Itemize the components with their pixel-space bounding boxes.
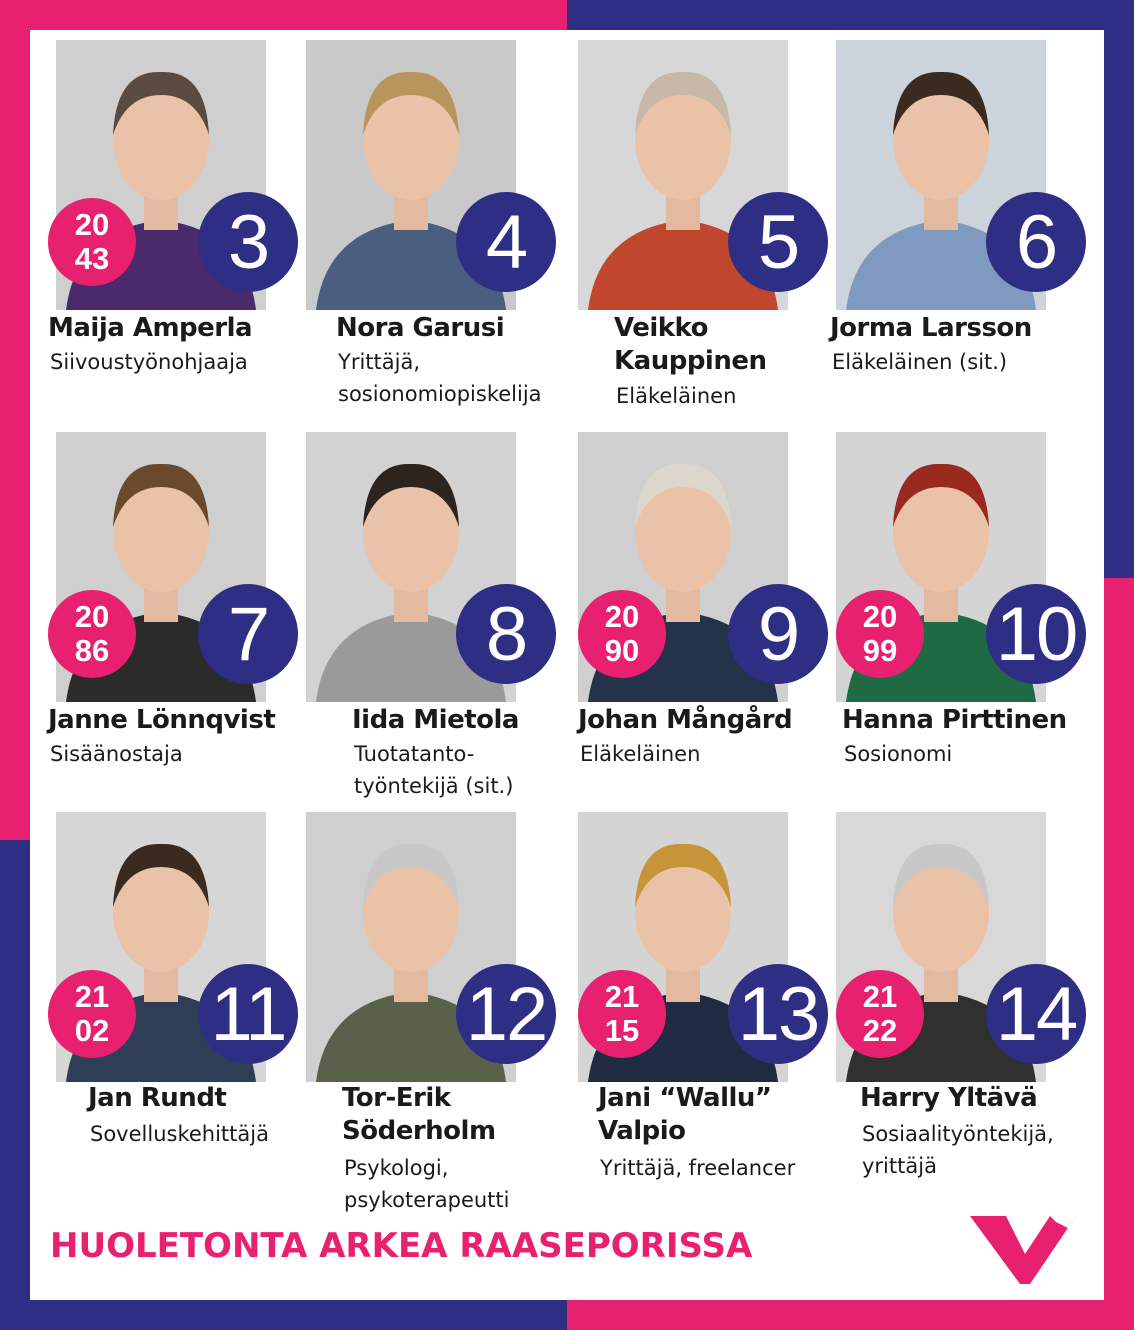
candidate-name: Harry Yltävä xyxy=(860,1083,1038,1113)
frame-band-top-right xyxy=(567,0,1134,30)
candidate-number-badge: 6 xyxy=(986,192,1086,292)
candidate-name: Iida Mietola xyxy=(352,705,519,735)
candidate-role: Siivoustyönohjaaja xyxy=(50,350,248,374)
candidate-number-badge: 4 xyxy=(456,192,556,292)
candidate-name: Veikko Kauppinen xyxy=(614,313,767,376)
candidate-name: Hanna Pirttinen xyxy=(842,705,1067,735)
frame-band-right-upper xyxy=(1104,0,1134,578)
candidate-code-badge xyxy=(48,198,136,286)
candidate-name: Jorma Larsson xyxy=(830,313,1032,343)
candidate-number-badge: 8 xyxy=(456,584,556,684)
candidate-number-badge: 13 xyxy=(728,964,828,1064)
candidate-name: Johan Mångård xyxy=(578,705,793,735)
candidate-number-badge: 9 xyxy=(728,584,828,684)
candidate-role: Sosionomi xyxy=(844,742,953,766)
candidate-name: Jan Rundt xyxy=(88,1083,227,1113)
candidate-number-badge: 12 xyxy=(456,964,556,1064)
code-line: 20 xyxy=(74,207,110,242)
code-line: 22 xyxy=(862,1013,898,1048)
candidate-role: Eläkeläinen xyxy=(580,742,701,766)
candidate-name: Maija Amperla xyxy=(48,313,253,343)
candidate-role: Psykologi, psykoterapeutti xyxy=(344,1156,510,1212)
candidate-number-badge: 14 xyxy=(986,964,1086,1064)
candidate-code-badge xyxy=(578,590,666,678)
candidate-code-badge xyxy=(836,590,924,678)
candidate-name: Janne Lönnqvist xyxy=(48,705,276,735)
candidate-role: Yrittäjä, freelancer xyxy=(600,1156,796,1180)
frame-band-bottom-left xyxy=(0,1300,567,1330)
candidate-number-badge: 3 xyxy=(198,192,298,292)
code-line: 20 xyxy=(862,599,898,634)
code-line: 21 xyxy=(862,979,898,1014)
candidate-role: Eläkeläinen (sit.) xyxy=(832,350,1008,374)
slogan: HUOLETONTA ARKEA RAASEPORISSA xyxy=(50,1226,753,1266)
candidate-code-badge xyxy=(836,970,924,1058)
candidate-role: Sovelluskehittäjä xyxy=(90,1122,269,1146)
code-line: 02 xyxy=(74,1013,110,1048)
candidate-role: Sisäänostaja xyxy=(50,742,183,766)
code-line: 15 xyxy=(604,1013,640,1048)
candidate-number-badge: 10 xyxy=(986,584,1086,684)
candidate-number-badge: 11 xyxy=(198,964,298,1064)
frame-band-top-left xyxy=(0,0,567,30)
candidate-role: Sosiaalityöntekijä, yrittäjä xyxy=(862,1122,1054,1178)
code-line: 21 xyxy=(604,979,640,1014)
candidate-name: Jani “Wallu” Valpio xyxy=(598,1083,772,1146)
frame-band-bottom-right xyxy=(567,1300,1134,1330)
candidate-number-badge: 7 xyxy=(198,584,298,684)
code-line: 21 xyxy=(74,979,110,1014)
code-line: 20 xyxy=(604,599,640,634)
candidate-role: Eläkeläinen xyxy=(616,384,737,408)
code-line: 99 xyxy=(862,633,898,668)
candidate-role: Tuotatanto- työntekijä (sit.) xyxy=(354,742,514,798)
code-line: 86 xyxy=(74,633,110,668)
frame-band-right-lower xyxy=(1104,578,1134,1330)
code-line: 43 xyxy=(74,241,110,276)
vasemmisto-v-icon xyxy=(970,1208,1080,1292)
code-line: 90 xyxy=(604,633,640,668)
candidate-code-badge xyxy=(48,590,136,678)
candidate-code-badge xyxy=(48,970,136,1058)
candidate-number-badge: 5 xyxy=(728,192,828,292)
frame-band-left-upper xyxy=(0,0,30,840)
candidate-code-badge xyxy=(578,970,666,1058)
frame-band-left-lower xyxy=(0,840,30,1330)
code-line: 20 xyxy=(74,599,110,634)
candidate-name: Tor-Erik Söderholm xyxy=(342,1083,496,1146)
candidate-name: Nora Garusi xyxy=(336,313,505,343)
candidate-role: Yrittäjä, sosionomiopiskelija xyxy=(338,350,542,406)
